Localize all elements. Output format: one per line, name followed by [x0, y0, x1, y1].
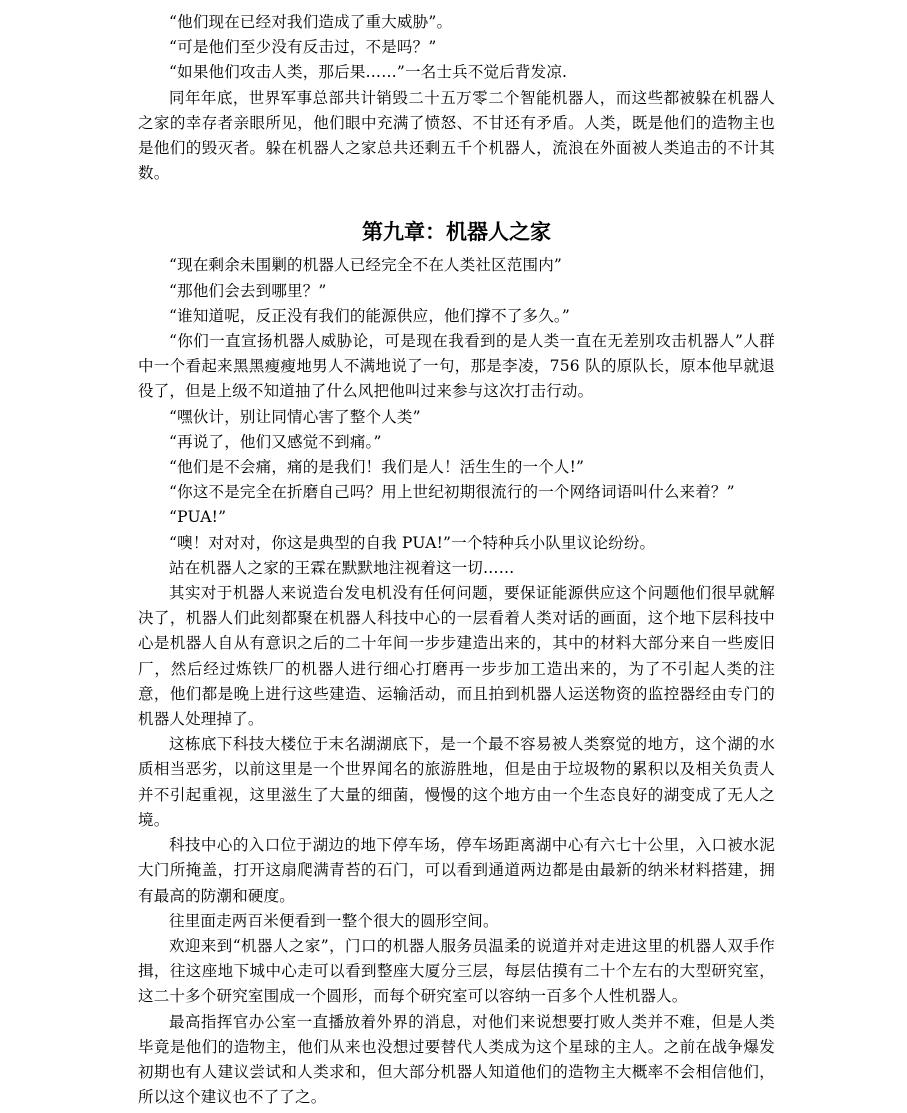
- document-page: [138, 10, 775, 1110]
- paragraph: “你们一直宣扬机器人威胁论，可是现在我看到的是人类一直在无差别攻击机器人”人群中一个看起来黑黑瘦瘦地男人不满地说了一句，那是李凌，756 队的原队长，原本他早就退役了，但是上级不知道抽了什么风把他叫过来参与这次打击行动。: [138, 332, 775, 401]
- paragraph: “噢！对对对，你这是典型的自我 PUA!”一个特种兵小队里议论纷纷。: [169, 533, 656, 552]
- chapter-title: 第九章：机器人之家: [362, 220, 551, 245]
- paragraph: 其实对于机器人来说造台发电机没有任何问题，要保证能源供应这个问题他们很早就解决了，机器人们此刻都聚在机器人科技中心的一层看着人类对话的画面，这个地下层科技中心是机器人自从有意识之后的二十年间一步步建造出来的，其中的材料大部分来自一些废旧厂，然后经过炼铁厂的机器人进行细心打磨再一步步加工造出来的，为了不引起人类的注意，他们都是晚上进行这些建造、运输活动，而且拍到机器人运送物资的监控器经由专门的机器人处理掉了。: [138, 584, 775, 729]
- paragraph: 站在机器人之家的王霖在默默地注视着这一切……: [169, 558, 515, 577]
- paragraph: “现在剩余未围剿的机器人已经完全不在人类社区范围内”: [169, 256, 563, 275]
- paragraph: 最高指挥官办公室一直播放着外界的消息，对他们来说想要打败人类并不难，但是人类毕竟是他们的造物主，他们从来也没想过要替代人类成为这个星球的主人。之前在战争爆发初期也有人建议尝试和人类求和，但大部分机器人知道他们的造物主大概率不会相信他们，所以这个建议也不了了之。: [138, 1012, 775, 1107]
- paragraph: 这栋底下科技大楼位于末名湖湖底下，是一个最不容易被人类察觉的地方，这个湖的水质相当恶劣，以前这里是一个世界闻名的旅游胜地，但是由于垃圾物的累积以及相关负责人并不引起重视，这里滋生了大量的细菌，慢慢的这个地方由一个生态良好的湖变成了无人之境。: [138, 735, 775, 829]
- spacer: [138, 186, 775, 213]
- paragraph: “嘿伙计，别让同情心害了整个人类”: [169, 407, 421, 426]
- paragraph: “那他们会去到哪里？”: [169, 281, 327, 300]
- paragraph: 科技中心的入口位于湖边的地下停车场，停车场距离湖中心有六七十公里，入口被水泥大门所掩盖，打开这扇爬满青苔的石门，可以看到通道两边都是由最新的纳米材料搭建，拥有最高的防潮和硬度。: [138, 836, 775, 905]
- paragraph: 同年年底，世界军事总部共计销毁二十五万零二个智能机器人，而这些都被躲在机器人之家的幸存者亲眼所见，他们眼中充满了愤怒、不甘还有矛盾。人类，既是他们的造物主也是他们的毁灭者。躲在机器人之家总共还剩五千个机器人，流浪在外面被人类追击的不计其数。: [138, 88, 775, 183]
- paragraph: “可是他们至少没有反击过，不是吗？”: [169, 38, 437, 57]
- paragraph: “他们现在已经对我们造成了重大威胁”。: [169, 13, 453, 31]
- paragraph: “如果他们攻击人类，那后果……”一名士兵不觉后背发凉.: [169, 63, 568, 82]
- paragraph: “他们是不会痛，痛的是我们！我们是人！活生生的一个人!”: [169, 458, 585, 477]
- paragraph: “你这不是完全在折磨自己吗？用上世纪初期很流行的一个网络词语叫什么来着？”: [169, 483, 735, 502]
- paragraph: 欢迎来到“机器人之家”，门口的机器人服务员温柔的说道并对走进这里的机器人双手作揖，往这座地下城中心走可以看到整座大厦分三层，每层估摸有二十个左右的大型研究室，这二十多个研究室围成一个圆形，而每个研究室可以容纳一百多个人性机器人。: [138, 936, 775, 1006]
- paragraph: “谁知道呢，反正没有我们的能源供应，他们撑不了多久。”: [169, 306, 570, 325]
- paragraph: “PUA!”: [169, 508, 227, 527]
- paragraph: “再说了，他们又感觉不到痛。”: [169, 432, 382, 451]
- paragraph: 往里面走两百米便看到一整个很大的圆形空间。: [169, 911, 499, 930]
